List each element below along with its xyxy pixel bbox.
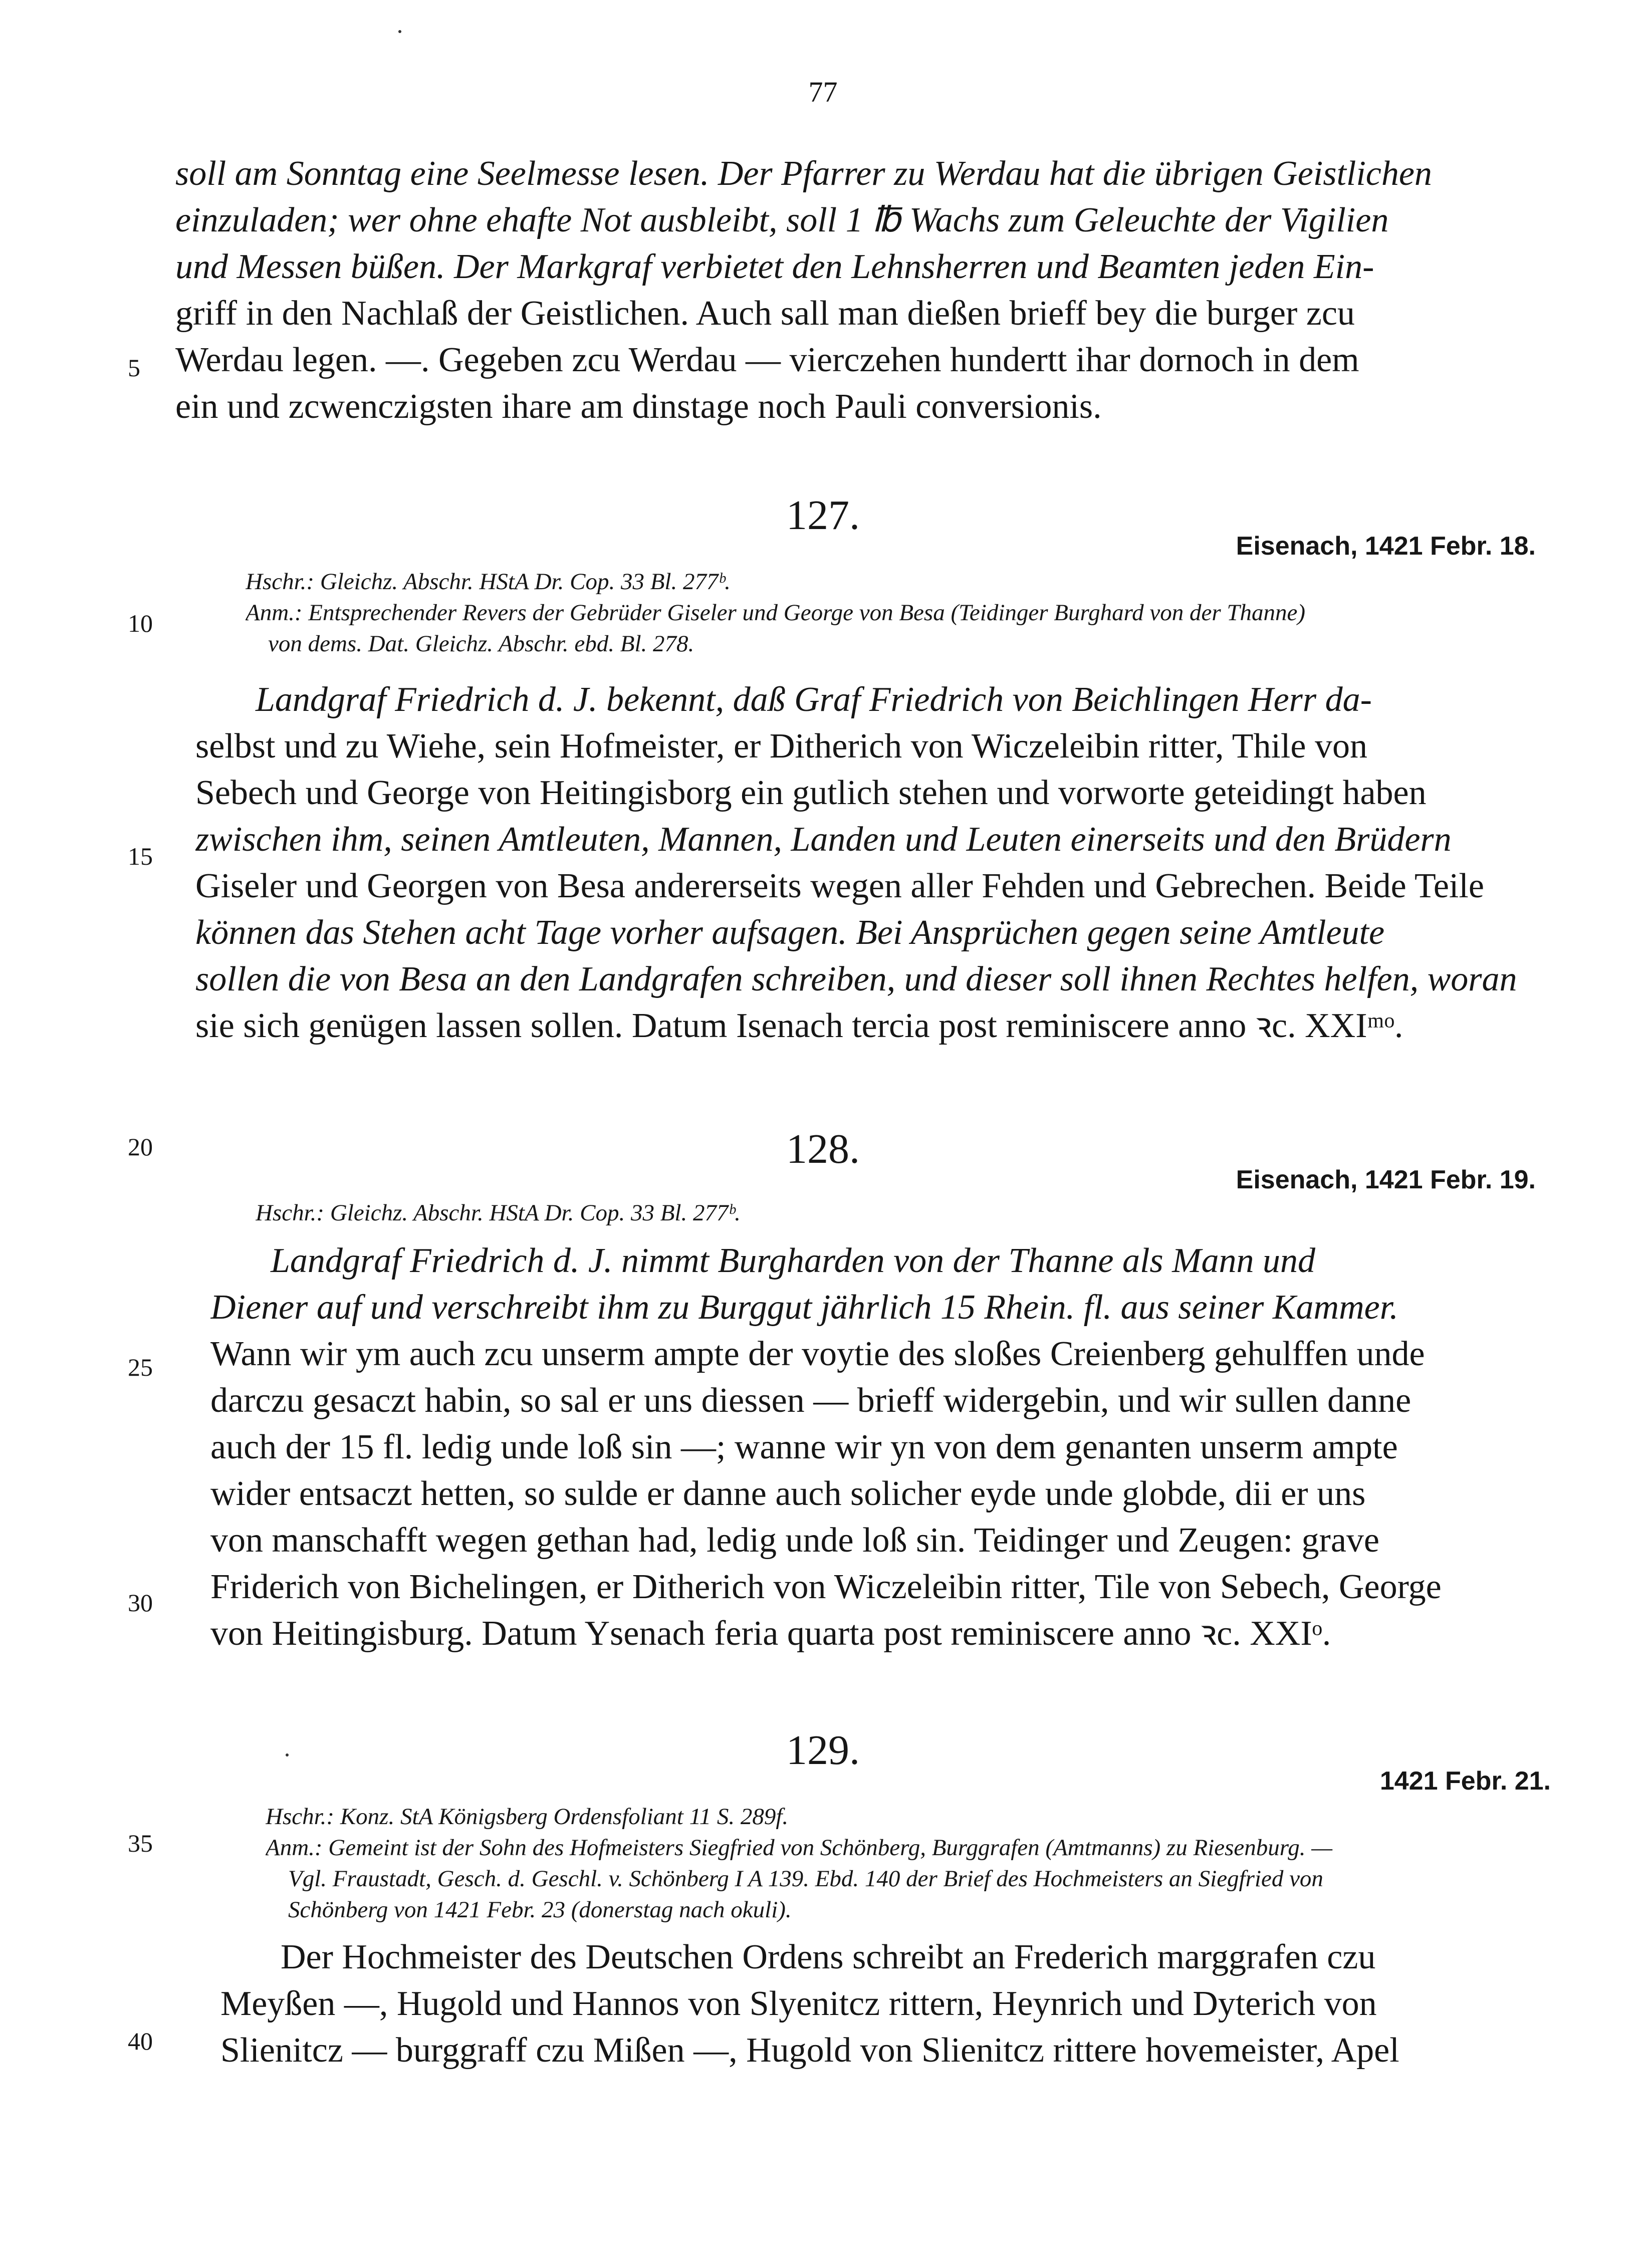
note-line: Hschr.: Gleichz. Abschr. HStA Dr. Cop. 33 Bl. 277ᵇ. bbox=[246, 569, 731, 595]
text-line: Diener auf und verschreibt ihm zu Burggut jährlich 15 Rhein. fl. aus seiner Kammer. bbox=[210, 1288, 1398, 1327]
text-line: sie sich genügen lassen sollen. Datum Isenach tercia post reminiscere anno ꝛc. XXIᵐᵒ. bbox=[195, 1006, 1403, 1045]
text-line: Meyßen —, Hugold und Hannos von Slyenitcz rittern, Heynrich und Dyterich von bbox=[220, 1984, 1377, 2023]
text-line: Slienitcz — burggraff czu Mißen —, Hugold von Slienitcz rittere hovemeister, Apel bbox=[220, 2031, 1399, 2070]
text-line: auch der 15 fl. ledig unde loß sin —; wanne wir yn von dem genanten unserm ampte bbox=[210, 1428, 1398, 1466]
line-number: 10 bbox=[128, 609, 153, 637]
text-line: ein und zcwenczigsten ihare am dinstage noch Pauli conversionis. bbox=[175, 387, 1102, 426]
note-line: von dems. Dat. Gleichz. Abschr. ebd. Bl. 278. bbox=[268, 631, 694, 657]
text-line: Werdau legen. —. Gegeben zcu Werdau — vierczehen hundertt ihar dornoch in dem bbox=[175, 341, 1359, 379]
text-line: und Messen büßen. Der Markgraf verbietet den Lehnsherren und Beamten jeden Ein- bbox=[175, 247, 1374, 286]
document-number: 129. bbox=[786, 1727, 860, 1774]
place-date: Eisenach, 1421 Febr. 19. bbox=[1236, 1165, 1536, 1194]
text-line: selbst und zu Wiehe, sein Hofmeister, er Ditherich von Wiczeleibin ritter, Thile von bbox=[195, 727, 1367, 766]
text-line: zwischen ihm, seinen Amtleuten, Mannen, Landen und Leuten einerseits und den Brüdern bbox=[195, 820, 1452, 859]
print-speck bbox=[398, 30, 401, 33]
document-body bbox=[195, 676, 1543, 1049]
document-notes bbox=[246, 566, 1548, 659]
line-number: 25 bbox=[128, 1353, 153, 1381]
text-line: können das Stehen acht Tage vorher aufsagen. Bei Ansprüchen gegen seine Amtleute bbox=[195, 913, 1385, 952]
note-line: Anm.: Gemeint ist der Sohn des Hofmeisters Siegfried von Schönberg, Burggrafen (Amtmanns) zu Riesenburg. — bbox=[266, 1835, 1333, 1861]
text-line: wider entsaczt hetten, so sulde er danne auch solicher eyde unde globde, dii er uns bbox=[210, 1474, 1366, 1513]
line-number: 30 bbox=[128, 1589, 153, 1617]
document-number: 127. bbox=[786, 492, 860, 539]
print-speck bbox=[286, 1753, 289, 1756]
document-body bbox=[210, 1237, 1543, 1657]
text-line: Wann wir ym auch zcu unserm ampte der voytie des sloßes Creienberg gehulffen unde bbox=[210, 1335, 1425, 1373]
text-line: Friderich von Bichelingen, er Ditherich von Wiczeleibin ritter, Tile von Sebech, George bbox=[210, 1568, 1442, 1606]
text-line: sollen die von Besa an den Landgrafen schreiben, und dieser soll ihnen Rechtes helfen, woran bbox=[195, 960, 1517, 998]
text-line: Sebech und George von Heitingisborg ein gutlich stehen und vorworte geteidingt haben bbox=[195, 774, 1427, 812]
text-line: griff in den Nachlaß der Geistlichen. Auch sall man dießen brieff bey die burger zcu bbox=[175, 294, 1355, 333]
text-line: von Heitingisburg. Datum Ysenach feria quarta post reminiscere anno ꝛc. XXIᵒ. bbox=[210, 1614, 1331, 1653]
note-line: Hschr.: Gleichz. Abschr. HStA Dr. Cop. 33 Bl. 277ᵇ. bbox=[256, 1200, 741, 1226]
document-notes bbox=[256, 1197, 1558, 1228]
line-number: 20 bbox=[128, 1133, 153, 1161]
line-number: 5 bbox=[128, 354, 140, 382]
document-body bbox=[220, 1934, 1553, 2074]
text-line: Landgraf Friedrich d. J. bekennt, daß Graf Friedrich von Beichlingen Herr da- bbox=[256, 680, 1372, 719]
text-line: Landgraf Friedrich d. J. nimmt Burgharden von der Thanne als Mann und bbox=[271, 1241, 1315, 1280]
note-line: Hschr.: Konz. StA Königsberg Ordensfoliant 11 S. 289f. bbox=[266, 1804, 789, 1830]
text-line: soll am Sonntag eine Seelmesse lesen. Der Pfarrer zu Werdau hat die übrigen Geistlichen bbox=[175, 154, 1432, 193]
text-line: einzuladen; wer ohne ehafte Not ausbleibt, soll 1 ℔ Wachs zum Geleuchte der Vigilien bbox=[175, 201, 1389, 239]
line-number: 35 bbox=[128, 1829, 153, 1857]
line-number: 15 bbox=[128, 842, 153, 870]
place-date: 1421 Febr. 21. bbox=[1379, 1767, 1551, 1796]
intro-paragraph bbox=[175, 150, 1543, 430]
document-number: 128. bbox=[786, 1126, 860, 1172]
note-line: Vgl. Fraustadt, Gesch. d. Geschl. v. Schönberg I A 139. Ebd. 140 der Brief des Hochmeisters an Siegfried von bbox=[288, 1866, 1323, 1892]
note-line: Anm.: Entsprechender Revers der Gebrüder Giseler und George von Besa (Teidinger Burghard von der Thanne) bbox=[246, 600, 1306, 626]
text-line: Der Hochmeister des Deutschen Ordens schreibt an Frederich marggrafen czu bbox=[281, 1938, 1376, 1976]
note-line: Schönberg von 1421 Febr. 23 (donerstag nach okuli). bbox=[288, 1897, 792, 1923]
text-line: darczu gesaczt habin, so sal er uns diessen — brieff widergebin, und wir sullen danne bbox=[210, 1381, 1412, 1420]
document-notes bbox=[266, 1801, 1558, 1925]
place-date: Eisenach, 1421 Febr. 18. bbox=[1236, 532, 1536, 561]
text-line: von manschafft wegen gethan had, ledig unde loß sin. Teidinger und Zeugen: grave bbox=[210, 1521, 1379, 1560]
line-number: 40 bbox=[128, 2027, 153, 2055]
page-number: 77 bbox=[808, 76, 838, 108]
text-line: Giseler und Georgen von Besa andererseits wegen aller Fehden und Gebrechen. Beide Teile bbox=[195, 867, 1484, 905]
